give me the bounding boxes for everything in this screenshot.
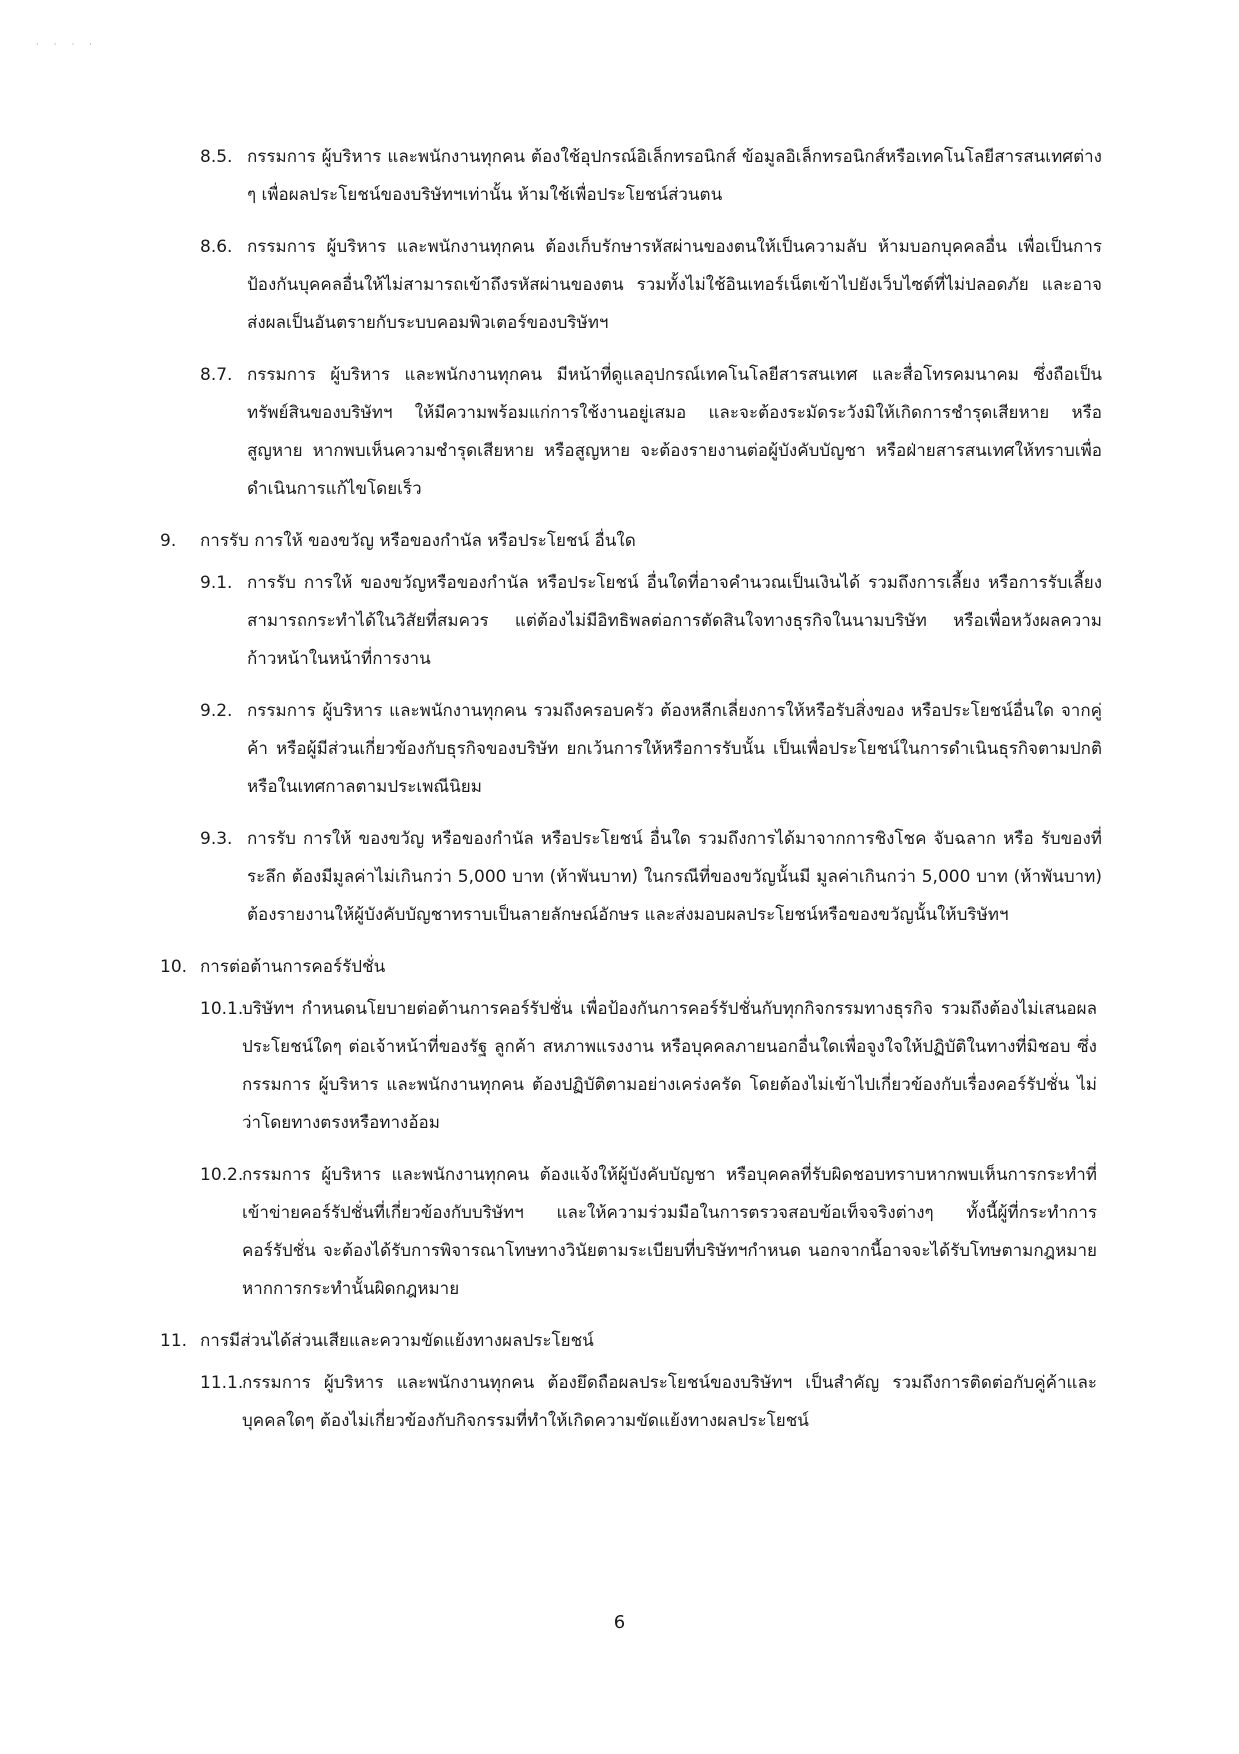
section-10-heading xyxy=(160,948,1140,986)
section-number: 11. xyxy=(160,1331,188,1351)
clause-text: กรรมการ ผู้บริหาร และพนักงานทุกคน ต้องใช้อุปกรณ์อิเล็กทรอนิกส์ ข้อมูลอิเล็กทรอนิกส์หรือเทคโนโลยีสารสนเทศต่าง ๆ เพื่อผลประโยชน์ของบริษัทฯเท่านั้น ห้ามใช้เพื่อประโยชน์ส่วนตน xyxy=(247,147,1102,205)
clause-number: 9.1. xyxy=(200,573,233,593)
clause-number: 11.1. xyxy=(200,1373,244,1393)
clause-number: 8.5. xyxy=(200,147,233,167)
section-title: การมีส่วนได้ส่วนเสียและความขัดแย้งทางผลประโยชน์ xyxy=(200,1331,594,1351)
section-9-heading xyxy=(160,522,1140,560)
clause-text: การรับ การให้ ของขวัญหรือของกำนัล หรือประโยชน์ อื่นใดที่อาจคำนวณเป็นเงินได้ รวมถึงการเลี้ยง หรือการรับเลี้ยง สามารถกระทำได้ในวิสัยที่สมควร แต่ต้องไม่มีอิทธิพลต่อการตัดสินใจทางธุรกิจในนามบริษัท หรือเพื่อหวังผลความก้าวหน้าในหน้าที่การงาน xyxy=(247,573,1102,669)
clause-text: กรรมการ ผู้บริหาร และพนักงานทุกคน มีหน้าที่ดูแลอุปกรณ์เทคโนโลยีสารสนเทศ และสื่อโทรคมนาคม ซึ่งถือเป็นทรัพย์สินของบริษัทฯ ให้มีความพร้อมแก่การใช้งานอยู่เสมอ และจะต้องระมัดระวังมิให้เกิดการชำรุดเสียหาย หรือสูญหาย หากพบเห็นความชำรุดเสียหาย หรือสูญหาย จะต้องรายงานต่อผู้บังคับบัญชา หรือฝ่ายสารสนเทศให้ทราบเพื่อดำเนินการแก้ไขโดยเร็ว xyxy=(247,365,1102,499)
clause-9-2 xyxy=(200,692,1102,806)
clause-8-6 xyxy=(200,228,1102,342)
section-number: 9. xyxy=(160,531,177,551)
section-11-heading xyxy=(160,1322,1140,1360)
clause-text: กรรมการ ผู้บริหาร และพนักงานทุกคน รวมถึงครอบครัว ต้องหลีกเลี่ยงการให้หรือรับสิ่งของ หรือประโยชน์อื่นใด จากคู่ค้า หรือผู้มีส่วนเกี่ยวข้องกับธุรกิจของบริษัท ยกเว้นการให้หรือการรับนั้น เป็นเพื่อประโยชน์ในการดำเนินธุรกิจตามปกติ หรือในเทศกาลตามประเพณีนิยม xyxy=(247,701,1102,797)
clause-text: กรรมการ ผู้บริหาร และพนักงานทุกคน ต้องเก็บรักษารหัสผ่านของตนให้เป็นความลับ ห้ามบอกบุคคลอื่น เพื่อเป็นการป้องกันบุคคลอื่นให้ไม่สามารถเข้าถึงรหัสผ่านของตน รวมทั้งไม่ใช้อินเทอร์เน็ตเข้าไปยังเว็บไซต์ที่ไม่ปลอดภัย และอาจส่งผลเป็นอันตรายกับระบบคอมพิวเตอร์ของบริษัทฯ xyxy=(247,237,1102,333)
clause-number: 10.2. xyxy=(200,1165,244,1185)
page-number: 6 xyxy=(613,1612,626,1633)
clause-number: 9.3. xyxy=(200,829,233,849)
clause-8-7 xyxy=(200,356,1102,508)
section-title: การรับ การให้ ของขวัญ หรือของกำนัล หรือประโยชน์ อื่นใด xyxy=(200,531,636,551)
document-body xyxy=(0,138,1239,1454)
clause-10-1 xyxy=(200,990,1097,1142)
clause-10-2 xyxy=(200,1156,1097,1308)
section-title: การต่อต้านการคอร์รัปชั่น xyxy=(200,957,386,977)
clause-text: บริษัทฯ กำหนดนโยบายต่อต้านการคอร์รัปชั่น เพื่อป้องกันการคอร์รัปชั่นกับทุกกิจกรรมทางธุรกิจ รวมถึงต้องไม่เสนอผลประโยชน์ใดๆ ต่อเจ้าหน้าที่ของรัฐ ลูกค้า สหภาพแรงงาน หรือบุคคลภายนอกอื่นใดเพื่อจูงใจให้ปฏิบัติในทางที่มิชอบ ซึ่งกรรมการ ผู้บริหาร และพนักงานทุกคน ต้องปฏิบัติตามอย่างเคร่งครัด โดยต้องไม่เข้าไปเกี่ยวข้องกับเรื่องคอร์รัปชั่น ไม่ว่าโดยทางตรงหรือทางอ้อม xyxy=(242,999,1097,1133)
clause-text: กรรมการ ผู้บริหาร และพนักงานทุกคน ต้องแจ้งให้ผู้บังคับบัญชา หรือบุคคลที่รับผิดชอบทราบหากพบเห็นการกระทำที่เข้าข่ายคอร์รัปชั่นที่เกี่ยวข้องกับบริษัทฯ และให้ความร่วมมือในการตรวจสอบข้อเท็จจริงต่างๆ ทั้งนี้ผู้ที่กระทำการคอร์รัปชั่น จะต้องได้รับการพิจารณาโทษทางวินัยตามระเบียบที่บริษัทฯกำหนด นอกจากนี้อาจจะได้รับโทษตามกฎหมาย หากการกระทำนั้นผิดกฎหมาย xyxy=(242,1165,1097,1299)
clause-number: 8.6. xyxy=(200,237,233,257)
clause-number: 9.2. xyxy=(200,701,233,721)
clause-8-5 xyxy=(200,138,1102,214)
clause-text: กรรมการ ผู้บริหาร และพนักงานทุกคน ต้องยึดถือผลประโยชน์ของบริษัทฯ เป็นสำคัญ รวมถึงการติดต่อกับคู่ค้าและบุคคลใดๆ ต้องไม่เกี่ยวข้องกับกิจกรรมที่ทำให้เกิดความขัดแย้งทางผลประโยชน์ xyxy=(242,1373,1097,1431)
clause-number: 8.7. xyxy=(200,365,233,385)
clause-9-1 xyxy=(200,564,1102,678)
clause-11-1 xyxy=(200,1364,1097,1440)
scan-marks: · · · · xyxy=(36,40,99,50)
section-number: 10. xyxy=(160,957,188,977)
clause-number: 10.1. xyxy=(200,999,244,1019)
clause-text: การรับ การให้ ของขวัญ หรือของกำนัล หรือประโยชน์ อื่นใด รวมถึงการได้มาจากการชิงโชค จับฉลาก หรือ รับของที่ระลึก ต้องมีมูลค่าไม่เกินกว่า 5,000 บาท (ห้าพันบาท) ในกรณีที่ของขวัญนั้นมี มูลค่าเกินกว่า 5,000 บาท (ห้าพันบาท) ต้องรายงานให้ผู้บังคับบัญชาทราบเป็นลายลักษณ์อักษร และส่งมอบผลประโยชน์หรือของขวัญนั้นให้บริษัทฯ xyxy=(247,829,1102,925)
clause-9-3 xyxy=(200,820,1102,934)
